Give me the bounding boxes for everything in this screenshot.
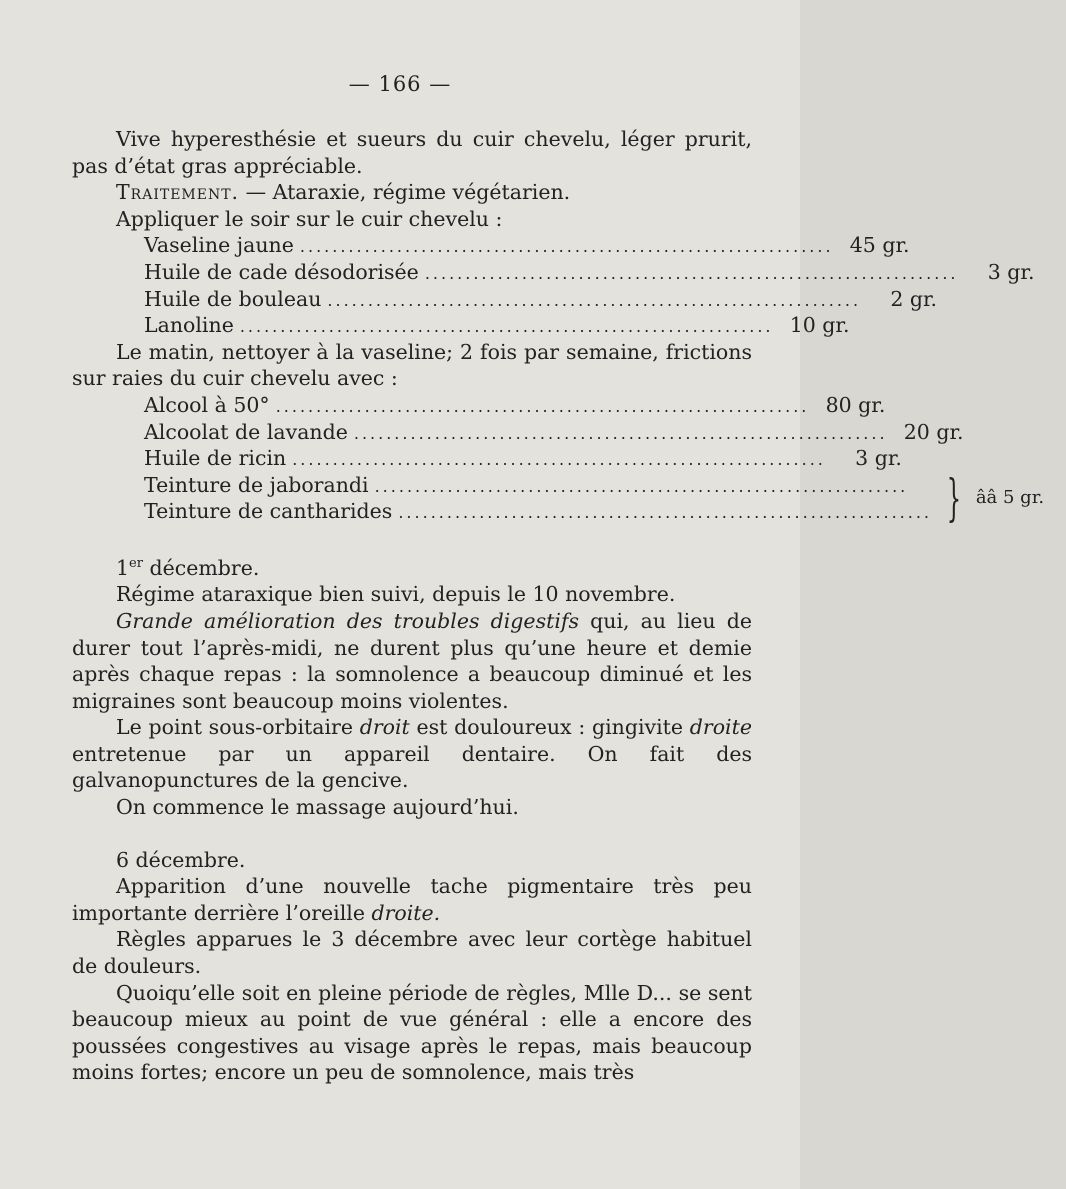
ingredient-qty: 10 gr. xyxy=(789,313,850,338)
traitement-text: — Ataraxie, régime végétarien. xyxy=(245,180,571,205)
recipe-line: Huile de bouleau .................................................................. 2 gr. xyxy=(144,286,938,311)
traitement-label: Traitement. xyxy=(116,180,240,205)
recipe-line: Teinture de cantharides .................................................................. xyxy=(144,499,933,524)
page-number: — 166 — xyxy=(348,72,452,96)
massage-paragraph: On commence le massage aujourd’hui. xyxy=(116,795,519,820)
brace-icon: } xyxy=(946,469,962,528)
intro-paragraph: Vive hyperesthésie et sueurs du cuir chevelu, léger prurit, pas d’état gras appréciable. xyxy=(72,127,752,178)
ingredient-name: Huile de bouleau xyxy=(144,286,322,311)
date-heading-2: 6 décembre. xyxy=(116,847,246,872)
recipe-line: Huile de ricin .................................................................. 3 gr. xyxy=(144,446,902,471)
tache-paragraph: Apparition d’une nouvelle tache pigmentaire très peu importante derrière l’oreille droite. xyxy=(72,874,752,925)
combo-qty: ââ 5 gr. xyxy=(975,487,1045,509)
ingredient-qty: 3 gr. xyxy=(987,259,1035,284)
ingredient-qty: 3 gr. xyxy=(855,446,902,471)
ingredient-name: Alcool à 50° xyxy=(144,392,270,417)
regles-paragraph: Règles apparues le 3 décembre avec leur cortège habituel de douleurs. xyxy=(72,927,752,979)
ingredient-qty: 20 gr. xyxy=(903,419,964,444)
ingredient-name: Huile de cade désodorisée xyxy=(144,259,419,284)
quoique-paragraph: Quoiqu’elle soit en pleine période de règles, Mlle D... se sent beaucoup mieux au point de vue général : elle a encore des poussées congestives au visage après le repas, mais beaucoup moins fortes; encore un peu de somnolence, mais très xyxy=(72,980,752,1085)
recipe-frictions xyxy=(144,392,1045,528)
ingredient-name: Vaseline jaune xyxy=(144,233,294,258)
recipe-line: Teinture de jaborandi .................................................................. xyxy=(144,472,909,497)
page-content xyxy=(72,126,1045,1086)
recipe-line: Alcool à 50° .................................................................. 80 gr. xyxy=(144,392,886,417)
recipe-line: Alcoolat de lavande .................................................................. 20 gr. xyxy=(144,419,964,444)
morning-text: Le matin, nettoyer à la vaseline; 2 fois par semaine, frictions sur raies du cuir chevelu avec : xyxy=(72,339,752,391)
ingredient-qty: 45 gr. xyxy=(849,233,910,258)
ingredient-name: Huile de ricin xyxy=(144,446,287,471)
ingredient-name: Lanoline xyxy=(144,313,234,338)
ingredient-qty: 80 gr. xyxy=(825,392,886,417)
apply-evening-text: Appliquer le soir sur le cuir chevelu : xyxy=(116,206,503,231)
recipe-evening xyxy=(144,232,1035,338)
regime-paragraph: Régime ataraxique bien suivi, depuis le 10 novembre. xyxy=(116,582,676,607)
recipe-line: Lanoline .................................................................. 10 gr. xyxy=(144,313,850,338)
ingredient-qty: 2 gr. xyxy=(890,286,938,311)
recipe-combo xyxy=(144,469,1045,528)
point-paragraph: Le point sous-orbitaire droit est douloureux : gingivite droite entretenue par un appareil dentaire. On fait des galvanopunctures de la gencive. xyxy=(72,715,752,793)
ingredient-name: Teinture de jaborandi xyxy=(144,472,369,497)
recipe-line: Huile de cade désodorisée .................................................................. 3 gr. xyxy=(144,259,1035,284)
traitement-paragraph xyxy=(72,179,752,206)
recipe-line: Vaseline jaune .................................................................. 45 gr. xyxy=(144,233,910,258)
ingredient-name: Alcoolat de lavande xyxy=(144,419,348,444)
ingredient-name: Teinture de cantharides xyxy=(144,499,393,524)
date-heading-1: 1er décembre. xyxy=(116,555,260,580)
amelioration-paragraph: Grande amélioration des troubles digestifs qui, au lieu de durer tout l’après-midi, ne durent plus qu’une heure et demie après chaque repas : la somnolence a beaucoup diminué et les migraines sont beaucoup moins violentes. xyxy=(72,608,753,713)
